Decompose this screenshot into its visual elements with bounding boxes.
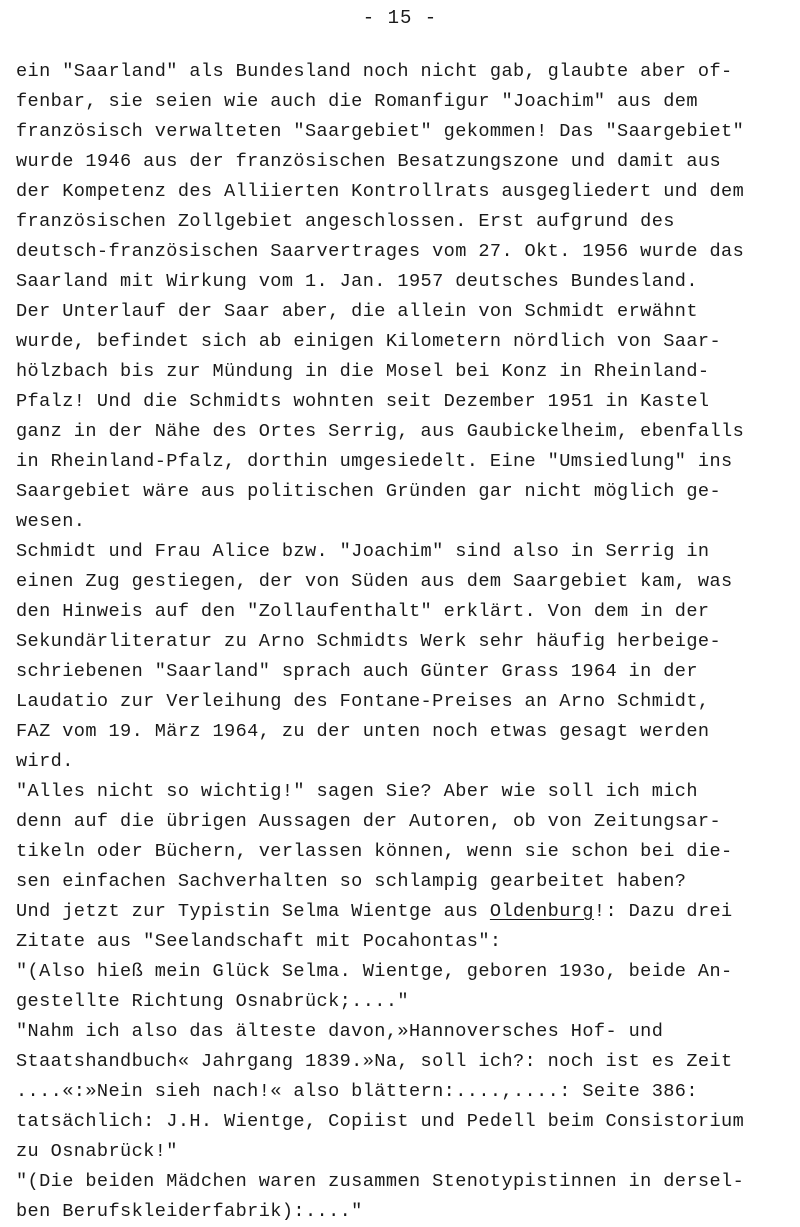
text-line: deutsch-französischen Saarvertrages vom 27. Okt. 1956 wurde das bbox=[16, 241, 745, 262]
text-line: französischen Zollgebiet angeschlossen. Erst aufgrund des bbox=[16, 211, 675, 232]
text-line: wurde 1946 aus der französischen Besatzungszone und damit aus bbox=[16, 151, 722, 172]
text-line: FAZ vom 19. März 1964, zu der unten noch etwas gesagt werden bbox=[16, 721, 710, 742]
text-line: Zitate aus "Seelandschaft mit Pocahontas": bbox=[16, 931, 502, 952]
text-line: schriebenen "Saarland" sprach auch Günter Grass 1964 in der bbox=[16, 661, 698, 682]
text-line: wurde, befindet sich ab einigen Kilometern nördlich von Saar- bbox=[16, 331, 722, 352]
text-line: zu Osnabrück!" bbox=[16, 1141, 178, 1162]
text-segment: !: Dazu drei bbox=[593, 901, 733, 922]
text-line: Laudatio zur Verleihung des Fontane-Preises an Arno Schmidt, bbox=[16, 691, 710, 712]
text-line: Pfalz! Und die Schmidts wohnten seit Dezember 1951 in Kastel bbox=[16, 391, 710, 412]
text-line: Saargebiet wäre aus politischen Gründen gar nicht möglich ge- bbox=[16, 481, 722, 502]
text-line: ben Berufskleiderfabrik):...." bbox=[16, 1201, 363, 1222]
text-line: in Rheinland-Pfalz, dorthin umgesiedelt. Eine "Umsiedlung" ins bbox=[16, 451, 733, 472]
text-line: Der Unterlauf der Saar aber, die allein von Schmidt erwähnt bbox=[16, 301, 698, 322]
text-segment: Und jetzt zur Typistin Selma Wientge aus bbox=[16, 901, 490, 922]
text-line: Sekundärliteratur zu Arno Schmidts Werk sehr häufig herbeige- bbox=[16, 631, 722, 652]
text-line: fenbar, sie seien wie auch die Romanfigur "Joachim" aus dem bbox=[16, 91, 698, 112]
text-line: "(Die beiden Mädchen waren zusammen Stenotypistinnen in dersel- bbox=[16, 1171, 745, 1192]
underlined-word: Oldenburg bbox=[489, 901, 594, 922]
text-line: sen einfachen Sachverhalten so schlampig gearbeitet haben? bbox=[16, 871, 687, 892]
text-line: hölzbach bis zur Mündung in die Mosel bei Konz in Rheinland- bbox=[16, 361, 710, 382]
text-line: französisch verwalteten "Saargebiet" gekommen! Das "Saargebiet" bbox=[16, 121, 745, 142]
text-line: wird. bbox=[16, 751, 74, 772]
text-line: ....«:»Nein sieh nach!« also blättern:....,....: Seite 386: bbox=[16, 1081, 698, 1102]
text-line: Staatshandbuch« Jahrgang 1839.»Na, soll ich?: noch ist es Zeit bbox=[16, 1051, 733, 1072]
text-line: der Kompetenz des Alliierten Kontrollrats ausgegliedert und dem bbox=[16, 181, 745, 202]
text-line: "Alles nicht so wichtig!" sagen Sie? Aber wie soll ich mich bbox=[16, 781, 698, 802]
text-line: ganz in der Nähe des Ortes Serrig, aus Gaubickelheim, ebenfalls bbox=[16, 421, 745, 442]
text-line: gestellte Richtung Osnabrück;...." bbox=[16, 991, 409, 1012]
text-line: tatsächlich: J.H. Wientge, Copiist und Pedell beim Consistorium bbox=[16, 1111, 745, 1132]
text-line: wesen. bbox=[16, 511, 86, 532]
text-line: ein "Saarland" als Bundesland noch nicht gab, glaubte aber of- bbox=[16, 61, 733, 82]
text-line: Schmidt und Frau Alice bzw. "Joachim" sind also in Serrig in bbox=[16, 541, 710, 562]
page-number: - 15 - bbox=[362, 7, 438, 29]
text-block-quotes bbox=[16, 927, 796, 1227]
body-text bbox=[16, 57, 796, 1227]
text-line: einen Zug gestiegen, der von Süden aus dem Saargebiet kam, was bbox=[16, 571, 733, 592]
text-block-main bbox=[16, 57, 796, 897]
text-line: denn auf die übrigen Aussagen der Autoren, ob von Zeitungsar- bbox=[16, 811, 722, 832]
text-line-oldenburg bbox=[16, 897, 796, 927]
text-line: den Hinweis auf den "Zollaufenthalt" erklärt. Von dem in der bbox=[16, 601, 710, 622]
text-line: tikeln oder Büchern, verlassen können, wenn sie schon bei die- bbox=[16, 841, 733, 862]
text-line: "(Also hieß mein Glück Selma. Wientge, geboren 193o, beide An- bbox=[16, 961, 733, 982]
text-line: Saarland mit Wirkung vom 1. Jan. 1957 deutsches Bundesland. bbox=[16, 271, 698, 292]
text-line: "Nahm ich also das älteste davon,»Hannoversches Hof- und bbox=[16, 1021, 664, 1042]
